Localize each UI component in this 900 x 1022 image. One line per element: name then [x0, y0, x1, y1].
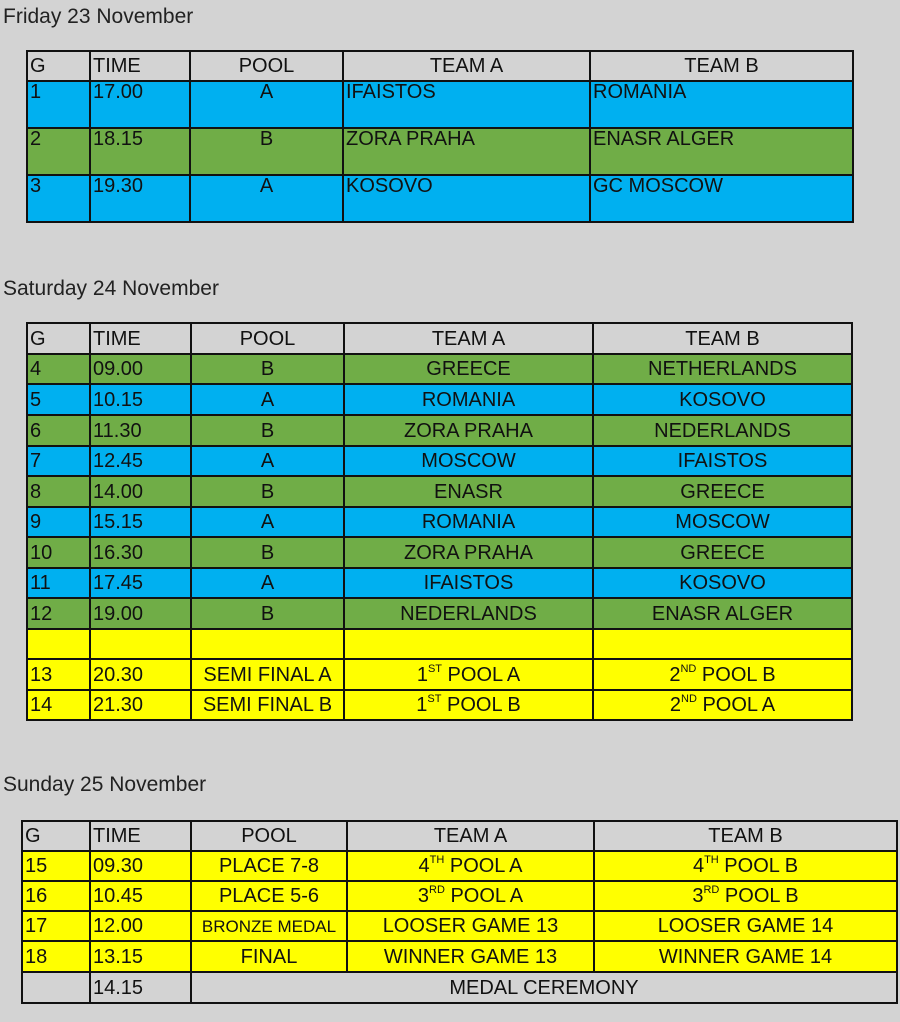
table-row — [27, 81, 853, 128]
cell-game: 11 — [27, 568, 90, 598]
header-team-b: TEAM B — [593, 323, 852, 354]
day-title-saturday: Saturday 24 November — [3, 277, 219, 300]
cell-team-b: ROMANIA — [590, 81, 853, 128]
cell-game — [22, 972, 90, 1003]
header-team-b: TEAM B — [594, 821, 897, 851]
schedule-table-saturday — [26, 322, 853, 721]
header-g: G — [27, 323, 90, 354]
cell-pool: B — [191, 476, 344, 507]
table-row-empty — [27, 629, 852, 659]
table-row — [27, 507, 852, 537]
cell-game: 7 — [27, 446, 90, 476]
cell-team-b: 3RD POOL B — [594, 881, 897, 911]
table-row — [27, 415, 852, 446]
cell-game: 2 — [27, 128, 90, 175]
cell-time — [90, 629, 191, 659]
cell-team-b: 4TH POOL B — [594, 851, 897, 881]
cell-time: 14.15 — [90, 972, 191, 1003]
cell-team-b: KOSOVO — [593, 568, 852, 598]
cell-game: 10 — [27, 537, 90, 568]
cell-team-b: NEDERLANDS — [593, 415, 852, 446]
table-row — [22, 881, 897, 911]
table-header-row — [27, 323, 852, 354]
header-pool: POOL — [190, 51, 343, 81]
cell-team-a: ZORA PRAHA — [344, 537, 593, 568]
header-team-a: TEAM A — [343, 51, 590, 81]
cell-team-b: GC MOSCOW — [590, 175, 853, 222]
cell-team-a: GREECE — [344, 354, 593, 384]
cell-pool: B — [191, 415, 344, 446]
medal-ceremony-label: MEDAL CEREMONY — [191, 972, 897, 1003]
cell-team-a: MOSCOW — [344, 446, 593, 476]
cell-pool: A — [190, 175, 343, 222]
header-g: G — [22, 821, 90, 851]
header-team-b: TEAM B — [590, 51, 853, 81]
table-row — [22, 941, 897, 972]
medal-ceremony-row — [22, 972, 897, 1003]
cell-team-a — [344, 629, 593, 659]
cell-time: 19.00 — [90, 598, 191, 629]
cell-team-b: 2ND POOL A — [593, 690, 852, 720]
cell-team-a: IFAISTOS — [344, 568, 593, 598]
table-row — [27, 384, 852, 415]
table-row — [27, 354, 852, 384]
cell-pool: SEMI FINAL B — [191, 690, 344, 720]
cell-team-a: ZORA PRAHA — [343, 128, 590, 175]
cell-team-a: IFAISTOS — [343, 81, 590, 128]
table-row — [27, 537, 852, 568]
cell-time: 11.30 — [90, 415, 191, 446]
table-row — [22, 911, 897, 941]
cell-team-b: LOOSER GAME 14 — [594, 911, 897, 941]
cell-team-b: WINNER GAME 14 — [594, 941, 897, 972]
cell-team-b: IFAISTOS — [593, 446, 852, 476]
cell-team-b: MOSCOW — [593, 507, 852, 537]
cell-time: 15.15 — [90, 507, 191, 537]
cell-game: 6 — [27, 415, 90, 446]
header-team-a: TEAM A — [347, 821, 594, 851]
cell-team-b — [593, 629, 852, 659]
cell-pool: SEMI FINAL A — [191, 659, 344, 690]
header-g: G — [27, 51, 90, 81]
cell-time: 17.00 — [90, 81, 190, 128]
cell-team-a: KOSOVO — [343, 175, 590, 222]
cell-pool: A — [191, 384, 344, 415]
cell-team-b: ENASR ALGER — [593, 598, 852, 629]
cell-team-a: LOOSER GAME 13 — [347, 911, 594, 941]
cell-team-b: GREECE — [593, 537, 852, 568]
cell-pool — [191, 629, 344, 659]
cell-time: 18.15 — [90, 128, 190, 175]
table-row — [27, 128, 853, 175]
day-title-friday: Friday 23 November — [3, 5, 194, 28]
cell-team-a: WINNER GAME 13 — [347, 941, 594, 972]
cell-time: 09.00 — [90, 354, 191, 384]
cell-time: 13.15 — [90, 941, 191, 972]
cell-time: 20.30 — [90, 659, 191, 690]
table-row — [27, 446, 852, 476]
cell-time: 10.45 — [90, 881, 191, 911]
cell-game: 12 — [27, 598, 90, 629]
cell-pool: PLACE 7-8 — [191, 851, 347, 881]
cell-time: 16.30 — [90, 537, 191, 568]
cell-game: 16 — [22, 881, 90, 911]
cell-time: 14.00 — [90, 476, 191, 507]
cell-team-b: ENASR ALGER — [590, 128, 853, 175]
cell-team-a: 3RD POOL A — [347, 881, 594, 911]
header-time: TIME — [90, 821, 191, 851]
cell-game: 15 — [22, 851, 90, 881]
cell-game: 5 — [27, 384, 90, 415]
cell-team-b: GREECE — [593, 476, 852, 507]
table-header-row — [22, 821, 897, 851]
header-pool: POOL — [191, 323, 344, 354]
cell-team-a: ZORA PRAHA — [344, 415, 593, 446]
table-row — [27, 568, 852, 598]
cell-team-b: KOSOVO — [593, 384, 852, 415]
cell-game: 18 — [22, 941, 90, 972]
cell-game: 17 — [22, 911, 90, 941]
cell-game — [27, 629, 90, 659]
cell-pool: B — [191, 598, 344, 629]
cell-pool: B — [191, 537, 344, 568]
cell-pool: A — [191, 568, 344, 598]
cell-team-b: 2ND POOL B — [593, 659, 852, 690]
cell-team-a: ROMANIA — [344, 507, 593, 537]
cell-pool: A — [191, 507, 344, 537]
cell-game: 3 — [27, 175, 90, 222]
table-row — [22, 851, 897, 881]
cell-pool: FINAL — [191, 941, 347, 972]
cell-time: 10.15 — [90, 384, 191, 415]
cell-game: 1 — [27, 81, 90, 128]
header-time: TIME — [90, 323, 191, 354]
table-row — [27, 175, 853, 222]
header-pool: POOL — [191, 821, 347, 851]
cell-team-b: NETHERLANDS — [593, 354, 852, 384]
cell-team-a: 4TH POOL A — [347, 851, 594, 881]
table-row — [27, 659, 852, 690]
cell-team-a: NEDERLANDS — [344, 598, 593, 629]
table-header-row — [27, 51, 853, 81]
cell-pool: B — [191, 354, 344, 384]
cell-team-a: 1ST POOL A — [344, 659, 593, 690]
cell-time: 21.30 — [90, 690, 191, 720]
schedule-table-friday — [26, 50, 854, 223]
table-row — [27, 690, 852, 720]
schedule-table-sunday — [21, 820, 898, 1004]
cell-team-a: ROMANIA — [344, 384, 593, 415]
table-row — [27, 598, 852, 629]
day-title-sunday: Sunday 25 November — [3, 773, 207, 796]
cell-team-a: 1ST POOL B — [344, 690, 593, 720]
cell-game: 8 — [27, 476, 90, 507]
cell-time: 12.45 — [90, 446, 191, 476]
cell-game: 13 — [27, 659, 90, 690]
cell-game: 4 — [27, 354, 90, 384]
header-team-a: TEAM A — [344, 323, 593, 354]
cell-pool: A — [191, 446, 344, 476]
cell-time: 12.00 — [90, 911, 191, 941]
cell-pool: A — [190, 81, 343, 128]
cell-pool: B — [190, 128, 343, 175]
cell-pool: PLACE 5-6 — [191, 881, 347, 911]
table-row — [27, 476, 852, 507]
cell-time: 09.30 — [90, 851, 191, 881]
cell-game: 9 — [27, 507, 90, 537]
header-time: TIME — [90, 51, 190, 81]
cell-time: 17.45 — [90, 568, 191, 598]
cell-pool: BRONZE MEDAL — [191, 911, 347, 941]
cell-team-a: ENASR — [344, 476, 593, 507]
cell-game: 14 — [27, 690, 90, 720]
cell-time: 19.30 — [90, 175, 190, 222]
